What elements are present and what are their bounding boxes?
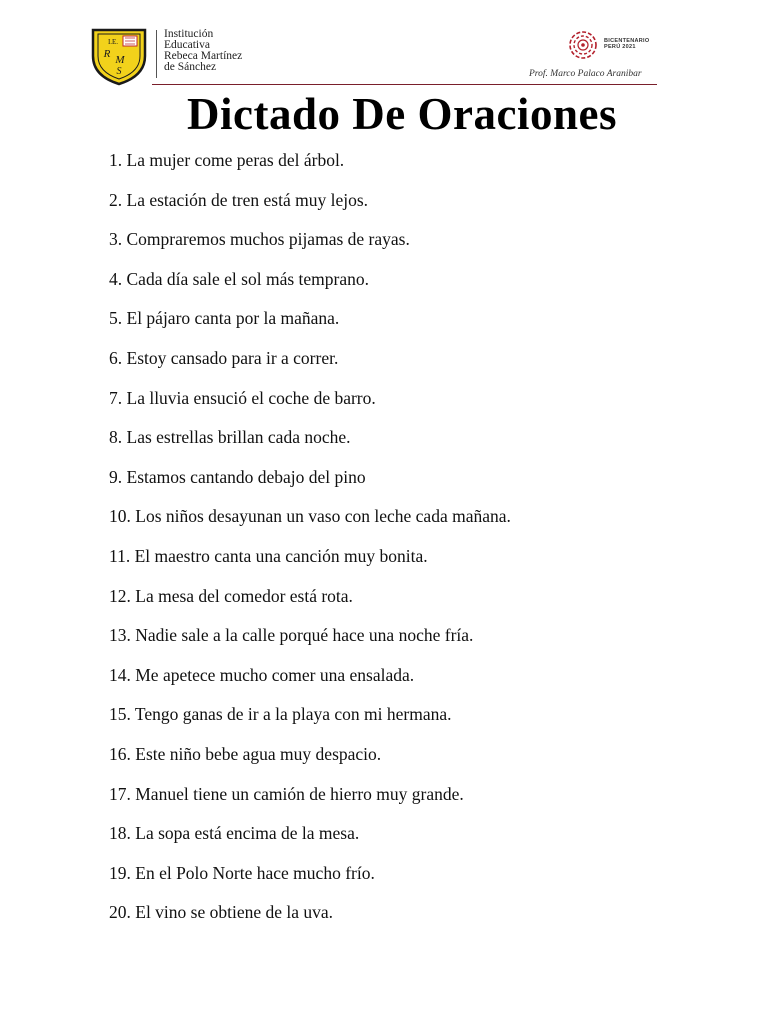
institution-line: Educativa bbox=[164, 39, 210, 51]
header-divider bbox=[156, 30, 157, 78]
sentence-item: 3. Compraremos muchos pijamas de rayas. bbox=[109, 229, 410, 250]
bicentenario-label bbox=[604, 38, 649, 50]
sentence-item: 5. El pájaro canta por la mañana. bbox=[109, 308, 340, 329]
svg-text:R: R bbox=[103, 48, 111, 60]
header-rule bbox=[152, 84, 657, 85]
sentence-item: 11. El maestro canta una canción muy bonita. bbox=[109, 545, 428, 566]
sentence-item: 7. La lluvia ensució el coche de barro. bbox=[109, 387, 376, 408]
institution-line: de Sánchez bbox=[164, 61, 217, 73]
sentence-item: 9. Estamos cantando debajo del pino bbox=[109, 466, 366, 487]
sentence-item: 18. La sopa está encima de la mesa. bbox=[109, 823, 360, 844]
svg-text:S: S bbox=[116, 66, 122, 77]
institution-line: Institución bbox=[164, 28, 214, 40]
sentence-item: 10. Los niños desayunan un vaso con leche cada mañana. bbox=[109, 506, 511, 527]
institution-line: Rebeca Martínez bbox=[164, 50, 243, 62]
sentence-item: 12. La mesa del comedor está rota. bbox=[109, 585, 353, 606]
svg-text:M: M bbox=[115, 54, 125, 66]
page-title: Dictado De Oraciones bbox=[187, 89, 617, 139]
school-crest-logo bbox=[89, 26, 149, 86]
sentence-item: 13. Nadie sale a la calle porqué hace una noche fría. bbox=[109, 625, 474, 646]
sentence-item: 4. Cada día sale el sol más temprano. bbox=[109, 268, 369, 289]
sentence-item: 20. El vino se obtiene de la uva. bbox=[109, 902, 334, 923]
sentence-item: 2. La estación de tren está muy lejos. bbox=[109, 189, 369, 210]
bicentenario-line: PERÚ 2021 bbox=[604, 44, 636, 50]
sentence-list bbox=[109, 150, 511, 942]
sentence-item: 15. Tengo ganas de ir a la playa con mi hermana. bbox=[109, 704, 452, 725]
institution-name bbox=[164, 29, 242, 73]
sentence-item: 6. Estoy cansado para ir a correr. bbox=[109, 347, 339, 368]
teacher-name: Prof. Marco Palaco Aranibar bbox=[529, 69, 642, 79]
bicentenario-line: BICENTENARIO bbox=[604, 38, 650, 44]
sentence-item: 8. Las estrellas brillan cada noche. bbox=[109, 427, 351, 448]
svg-text:I.E.: I.E. bbox=[107, 38, 119, 46]
sentence-item: 16. Este niño bebe agua muy despacio. bbox=[109, 743, 382, 764]
sentence-item: 19. En el Polo Norte hace mucho frío. bbox=[109, 862, 375, 883]
sentence-item: 1. La mujer come peras del árbol. bbox=[109, 150, 345, 170]
sentence-item: 17. Manuel tiene un camión de hierro muy grande. bbox=[109, 783, 464, 804]
sentence-item: 14. Me apetece mucho comer una ensalada. bbox=[109, 664, 415, 685]
document-header bbox=[0, 0, 768, 90]
